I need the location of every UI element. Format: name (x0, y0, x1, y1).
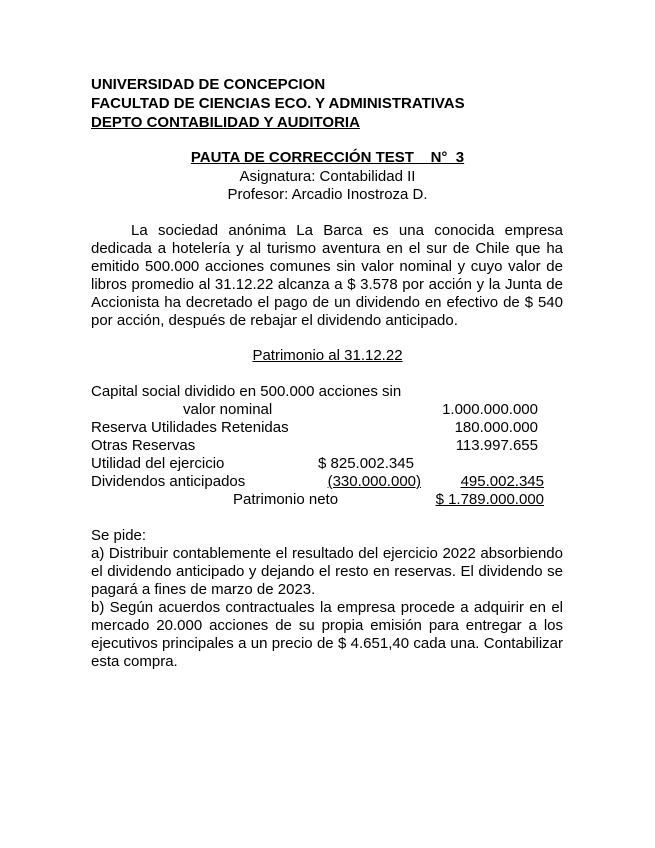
capital-value: 1.000.000.000 (442, 401, 538, 418)
net-income-value: $ 825.002.345 (318, 455, 414, 472)
faculty-name: FACULTAD DE CIENCIAS ECO. Y ADMINISTRATIVAS (91, 95, 465, 112)
capital-label-line-2: valor nominal (183, 401, 273, 418)
net-equity-value: $ 1.789.000.000 (435, 491, 544, 508)
intro-line-2: dedicada a hotelería y al turismo aventura en el sur de Chile que ha (91, 240, 563, 257)
dividends-value: (330.000.000) (327, 473, 421, 490)
subject-line: Asignatura: Contabilidad II (239, 168, 416, 185)
req-a-line-3: pagará a fines de marzo de 2023. (91, 581, 316, 598)
equity-heading (0, 347, 655, 365)
req-a-line-1: a) Distribuir contablemente el resultado del ejercicio 2022 absorbiendo (91, 545, 563, 562)
capital-label-line-1: Capital social dividido en 500.000 acciones sin (91, 383, 402, 400)
page-title-text: PAUTA DE CORRECCIÓN TEST N° 3 (190, 149, 465, 166)
university-name: UNIVERSIDAD DE CONCEPCION (91, 76, 326, 93)
reserve-retained-value: 180.000.000 (454, 419, 538, 436)
net-equity-label: Patrimonio neto (233, 491, 339, 508)
other-reserves-label: Otras Reservas (91, 437, 196, 454)
requirements-heading: Se pide: (91, 527, 147, 544)
req-a-line-2: el dividendo anticipado y dejando el resto en reservas. El dividendo se (91, 563, 563, 580)
equity-heading-text: Patrimonio al 31.12.22 (252, 347, 403, 364)
reserve-retained-label: Reserva Utilidades Retenidas (91, 419, 289, 436)
dividends-label: Dividendos anticipados (91, 473, 246, 490)
req-b-line-3: ejecutivos principales a un precio de $ 4.651,40 cada una. Contabilizar (91, 635, 563, 652)
page-title (0, 149, 655, 167)
req-b-line-2: mercado 20.000 acciones de su propia emisión para entregar a los (91, 617, 563, 634)
req-b-line-4: esta compra. (91, 653, 178, 670)
department-name: DEPTO CONTABILIDAD Y AUDITORIA (91, 114, 360, 131)
intro-line-3: emitido 500.000 acciones comunes sin valor nominal y cuyo valor de (91, 258, 563, 275)
intro-line-6: por acción, después de rebajar el dividendo anticipado. (91, 312, 458, 329)
intro-line-1: La sociedad anónima La Barca es una conocida empresa (131, 222, 563, 239)
net-income-label: Utilidad del ejercicio (91, 455, 225, 472)
intro-line-5: Accionista ha decretado el pago de un dividendo en efectivo de $ 540 (91, 294, 563, 311)
intro-line-4: libros promedio al 31.12.22 alcanza a $ 3.578 por acción y la Junta de (91, 276, 563, 293)
professor-line: Profesor: Arcadio Inostroza D. (227, 186, 428, 203)
dividends-net-value: 495.002.345 (460, 473, 544, 490)
req-b-line-1: b) Según acuerdos contractuales la empresa procede a adquirir en el (91, 599, 563, 616)
other-reserves-value: 113.997.655 (455, 437, 538, 454)
